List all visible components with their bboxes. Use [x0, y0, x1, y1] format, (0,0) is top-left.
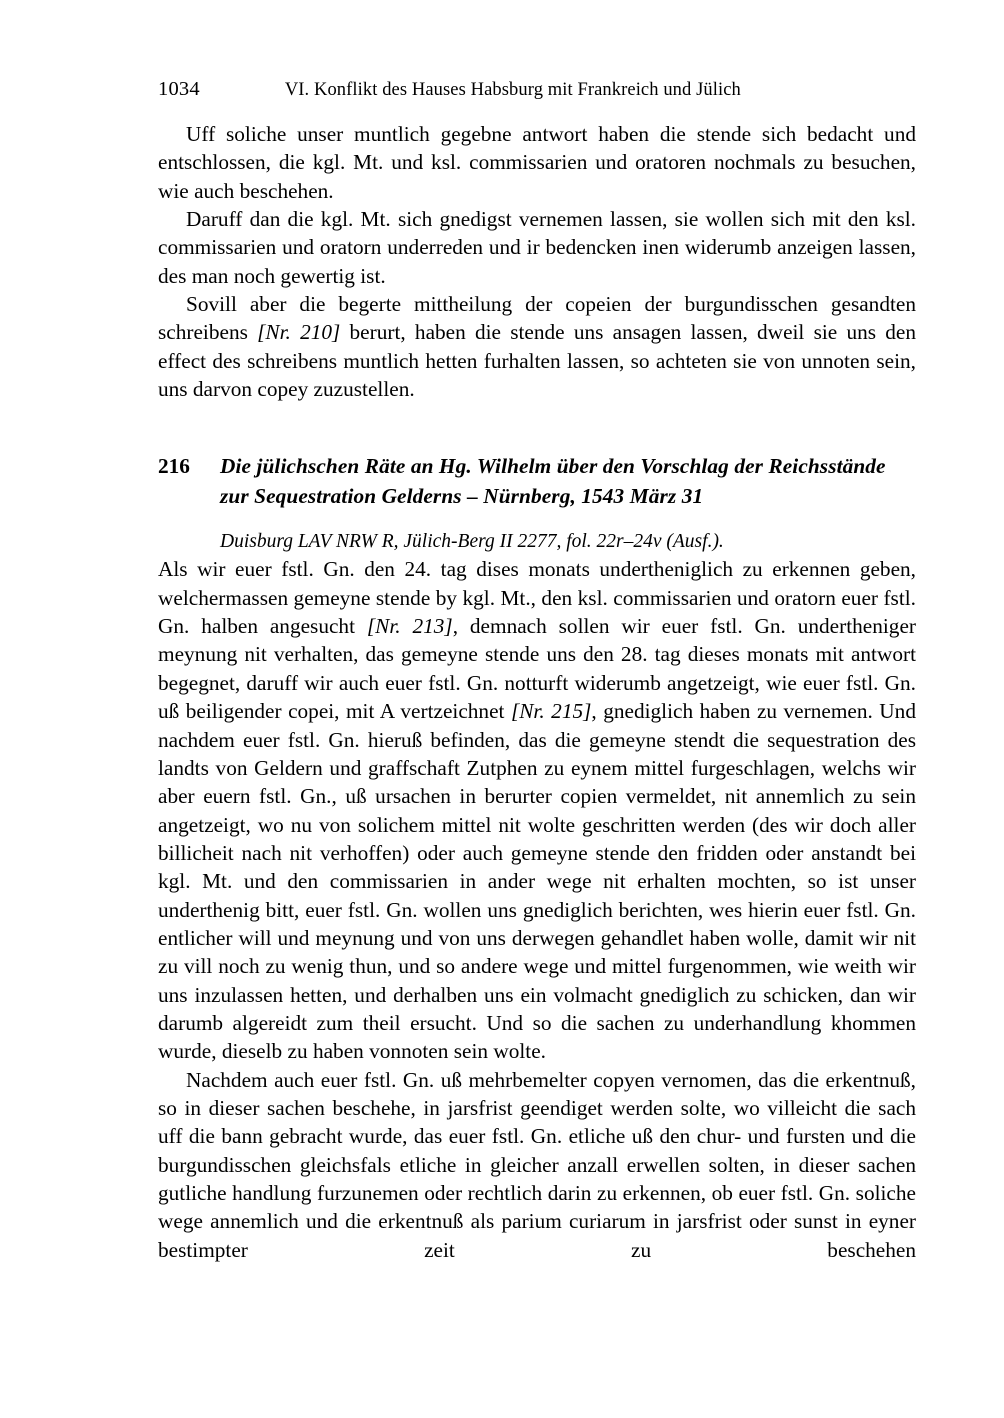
section-title: Die jülichschen Räte an Hg. Wilhelm über den Vorschlag der Reichsstände zur Sequestration Gelderns – Nürnberg, 1543 März 31	[220, 454, 886, 509]
document-paragraph-1-text-c: , gnediglich haben zu vernemen. Und nachdem euer fstl. Gn. hieruß befinden, das die gemeyne stendt die sequestration des landts von Geldern und graffschaft Zutphen zu eynem mittel furgeschlagen, welchs wir aber euern fstl. Gn., uß ursachen in berurter copien vermeldet, nit annemlich zu sein angetzeigt, wo nu von solichem mittel nit wolte geschritten werden (des wir doch aller billicheit nach nit verhoffen) oder auch gemeyne stende den fridden oder anstandt bei kgl. Mt. und den commissarien in ander wege nit erhalten mochten, so ist unser underthenig bitt, euer fstl. Gn. wollen uns gnediglich berichten, wes hierin euer fstl. Gn. entlicher will und meynung und von uns derwegen gehandlet haben wolle, damit wir nit zu vill noch zu wenig thun, und so andere wege und mittel furgenommen, wie weith wir uns inzulassen hetten, und derhalben uns ein volmacht gnediglich zu schicken, dan wir darumb algereidt zum theil ersucht. Und so die sachen zu underhandlung khommen wurde, dieselb zu haben vonnoten sein wolte.	[158, 699, 916, 1064]
cross-reference-nr-213: [Nr. 213]	[366, 614, 453, 639]
cross-reference-nr-215: [Nr. 215]	[510, 699, 592, 724]
document-paragraph-1	[158, 555, 916, 1065]
section-number: 216	[158, 454, 190, 479]
running-head	[158, 78, 916, 102]
document-paragraph-1-text-a: Als wir euer fstl. Gn. den 24. tag dises monats underthenig​lich zu erkennen geben, welchermassen gemeyne stende by kgl. Mt., den ksl. commissarien und oratorn euer fstl. Gn. halben angesucht	[158, 557, 916, 639]
cross-reference-nr-210: [Nr. 210]	[257, 320, 341, 345]
paragraph-3-text-b: berurt, haben die stende uns ansagen lassen, dweil sie uns den effect des schreibens muntlich hetten furhalten lassen, so achteten sie von unnoten sein, uns darvon copey zuzustellen.	[158, 320, 916, 402]
page-number: 1034	[158, 78, 200, 100]
paragraph-continued-2: Daruff dan die kgl. Mt. sich gnedigst vernemen lassen, sie wollen sich mit den ksl. commissarien und oratorn underreden und ir bedencken inen widerumb anzeigen lassen, des man noch gewertig ist.	[158, 207, 916, 288]
paragraph-3-text-a: Sovill aber die begerte mittheilung der copeien der burgundisschen gesandten schreibens	[158, 292, 916, 345]
page-content	[158, 120, 916, 1264]
document-paragraph-2: Nachdem auch euer fstl. Gn. uß mehrbemelter copyen vernomen, das die erkentnuß, so in dieser sachen beschehe, in jarsfrist geendiget werden solte, wo villeicht die sach uff die bann gebracht wurde, das euer fstl. Gn. etliche uß den chur- und fursten und die burgundisschen gleichsfals etliche in gleicher anzall erwellen solten, in dieser sachen gutliche handlung furzunemen oder rechtlich darin zu erkennen, ob euer fstl. Gn. soliche wege annemlich und die erkentnuß als parium curiarum in jarsfrist oder sunst in eyner bestimpter zeit zu beschehen	[158, 1067, 916, 1262]
paragraph-continued-3	[158, 290, 916, 403]
document-paragraph-1-text-b: , demnach sollen wir euer fstl. Gn. undertheniger meynung nit verhalten, das gemeyne stende uns den 28. tag dieses monats mit antwort begegnet, daruff wir auch euer fstl. Gn. notturft widerumb angetzeigt, wie euer fstl. Gn. uß beiligender copei, mit A vertzeichnet	[158, 614, 917, 724]
paragraph-continued-1: Uff soliche unser muntlich gegebne antwort haben die stende sich bedacht und entschlossen, die kgl. Mt. und ksl. commissarien und oratoren nochmals zu besuchen, wie auch beschehen.	[158, 122, 916, 203]
archival-source-reference: Duisburg LAV NRW R, Jülich-Berg II 2277, fol. 22r–24v (Ausf.).	[220, 531, 724, 553]
section-heading	[158, 451, 916, 511]
running-title: VI. Konflikt des Hauses Habsburg mit Frankreich und Jülich	[284, 80, 741, 100]
